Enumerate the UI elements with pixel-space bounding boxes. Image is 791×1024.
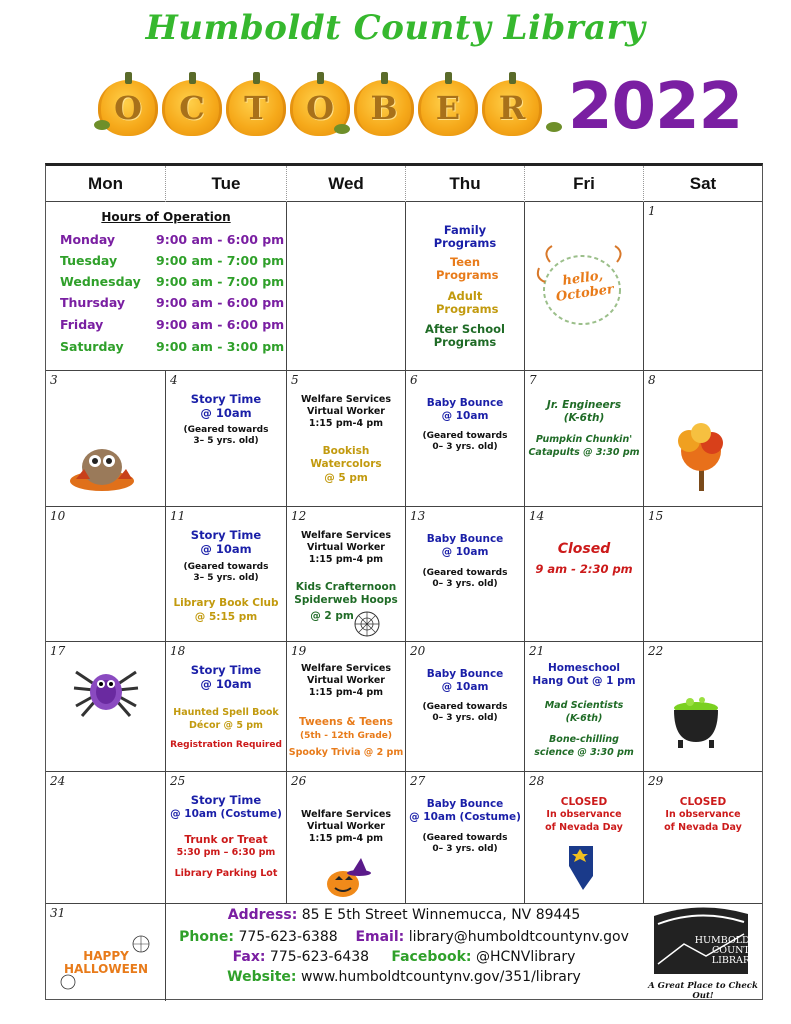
weekday-tue: Tue xyxy=(166,166,287,202)
hello-october-cell xyxy=(525,202,644,371)
hello-october-text: hello, October xyxy=(555,268,615,305)
trunk-or-treat: Trunk or Treat xyxy=(184,834,268,846)
hours-title: Hours of Operation xyxy=(101,210,231,224)
calendar-cell-oct-19 xyxy=(287,642,406,772)
age-range-note: 0– 3 yrs. old) xyxy=(432,844,498,854)
welfare-services-title: Welfare Services xyxy=(301,394,391,405)
nevada-day-observance: of Nevada Day xyxy=(664,822,742,833)
october-pumpkin-banner xyxy=(98,62,558,142)
jr-engineers-grades: (K-6th) xyxy=(563,412,605,424)
day-number: 26 xyxy=(291,774,307,788)
cauldron-icon xyxy=(644,642,762,772)
day-number: 13 xyxy=(410,509,426,523)
adult-programs-label: Adult Programs xyxy=(436,289,499,317)
age-range-note: (Geared towards xyxy=(422,431,508,441)
baby-bounce-title: Baby Bounce xyxy=(426,397,504,409)
logo-text: HUMBOLDT COUNTY LIBRARY xyxy=(694,935,756,966)
pumpkin-letter: T xyxy=(226,80,286,136)
day-number: 31 xyxy=(50,906,66,920)
bookish-watercolors-time: @ 5 pm xyxy=(324,472,368,484)
age-range-note: 0– 3 yrs. old) xyxy=(432,442,498,452)
calendar-cell-oct-31 xyxy=(46,904,166,1001)
calendar-cell-oct-3 xyxy=(46,371,166,507)
mad-scientists-grades: (K-6th) xyxy=(565,713,603,724)
age-range-note: 3– 5 yrs. old) xyxy=(193,573,259,583)
age-range-note: (Geared towards xyxy=(183,425,269,435)
day-number: 22 xyxy=(648,644,664,658)
weekday-header-row xyxy=(46,166,762,202)
welfare-services-subtitle: Virtual Worker xyxy=(307,821,385,832)
baby-bounce-title: Baby Bounce xyxy=(426,533,504,545)
kids-crafternoon: Kids Crafternoon xyxy=(295,581,397,593)
autumn-tree-icon xyxy=(644,371,762,507)
trunk-or-treat-time: 5:30 pm – 6:30 pm xyxy=(176,847,276,858)
jr-engineers-title: Jr. Engineers xyxy=(546,399,622,411)
website-line: Website: www.humboldtcountynv.gov/351/library xyxy=(227,969,581,985)
day-number: 4 xyxy=(170,373,178,387)
welfare-services-time: 1:15 pm-4 pm xyxy=(308,418,384,429)
welfare-services-title: Welfare Services xyxy=(301,809,391,820)
day-number: 8 xyxy=(648,373,656,387)
welfare-services-subtitle: Virtual Worker xyxy=(307,542,385,553)
welfare-services-time: 1:15 pm-4 pm xyxy=(308,554,384,565)
spider-icon xyxy=(46,642,166,772)
story-time-title: Story Time xyxy=(190,793,262,807)
calendar-cell-oct-18 xyxy=(166,642,287,772)
haunted-spell-book-time: Décor @ 5 pm xyxy=(189,720,263,731)
day-number: 27 xyxy=(410,774,426,788)
pumpkin-letter: E xyxy=(418,80,478,136)
baby-bounce-time: @ 10am xyxy=(441,546,489,558)
calendar-cell-oct-6 xyxy=(406,371,525,507)
age-range-note: 0– 3 yrs. old) xyxy=(432,713,498,723)
weekday-mon: Mon xyxy=(46,166,166,202)
homeschool-hangout-time: Hang Out @ 1 pm xyxy=(532,675,636,687)
after-school-programs-label: After School Programs xyxy=(425,322,505,350)
haunted-spell-book: Haunted Spell Book xyxy=(173,707,279,718)
pumpkin-letter: B xyxy=(354,80,414,136)
weekday-thu: Thu xyxy=(406,166,525,202)
bookish-watercolors: Bookish xyxy=(322,445,370,457)
age-range-note: (Geared towards xyxy=(422,702,508,712)
nevada-state-icon xyxy=(525,772,644,904)
baby-bounce-costume-time: @ 10am (Costume) xyxy=(409,811,521,823)
nevada-day-observance: In observance xyxy=(665,809,741,820)
calendar-cell-oct-15 xyxy=(644,507,762,642)
story-time-time: @ 10am xyxy=(200,542,252,556)
bookish-watercolors: Watercolors xyxy=(310,458,382,470)
mad-scientists: Mad Scientists xyxy=(544,700,624,711)
spiderweb-icon xyxy=(287,507,406,642)
age-range-note: 3– 5 yrs. old) xyxy=(193,436,259,446)
calendar-cell-oct-1 xyxy=(644,202,762,371)
logo-tagline: A Great Place to Check Out! xyxy=(648,981,758,1001)
day-number: 14 xyxy=(529,509,545,523)
calendar-cell-oct-27 xyxy=(406,772,525,904)
age-range-note: (Geared towards xyxy=(183,562,269,572)
facebook-link[interactable]: @HCNVlibrary xyxy=(475,949,576,965)
pumpkin-chunkin: Pumpkin Chunkin' xyxy=(535,434,633,445)
closed-label: CLOSED xyxy=(560,796,608,808)
calendar-cell-oct-21 xyxy=(525,642,644,772)
closed-label: Closed xyxy=(557,541,611,557)
library-book-club: Library Book Club xyxy=(173,597,279,609)
phone-email-line: Phone: 775-623-6388 Email: library@humboldtcountynv.gov xyxy=(179,929,629,945)
calendar-cell-oct-4 xyxy=(166,371,287,507)
calendar-cell-oct-12 xyxy=(287,507,406,642)
day-number: 24 xyxy=(50,774,66,788)
day-number: 17 xyxy=(50,644,66,658)
nevada-day-observance: In observance xyxy=(546,809,622,820)
baby-bounce-title: Baby Bounce xyxy=(426,668,504,680)
website-link[interactable]: www.humboldtcountynv.gov/351/library xyxy=(300,969,581,985)
calendar-cell-oct-25 xyxy=(166,772,287,904)
calendar-cell-oct-11 xyxy=(166,507,287,642)
story-time-title: Story Time xyxy=(190,663,262,677)
library-logo xyxy=(644,904,762,1001)
age-range-note: (Geared towards xyxy=(422,568,508,578)
calendar-cell-oct-13 xyxy=(406,507,525,642)
homeschool-hangout: Homeschool xyxy=(547,662,621,674)
closed-hours: 9 am - 2:30 pm xyxy=(535,562,633,576)
fax-facebook-line: Fax: 775-623-6438 Facebook: @HCNVlibrary xyxy=(232,949,576,965)
age-range-note: (Geared towards xyxy=(422,833,508,843)
day-number: 6 xyxy=(410,373,418,387)
year-label: 2022 xyxy=(568,70,743,144)
address-line: Address: 85 E 5th Street Winnemucca, NV 89445 xyxy=(227,907,581,923)
kids-crafternoon-time: @ 2 pm xyxy=(310,610,354,622)
footer-text-block xyxy=(165,904,643,999)
bone-chilling-science: Bone-chilling xyxy=(549,734,619,745)
weekday-sat: Sat xyxy=(689,174,717,193)
day-number: 7 xyxy=(529,373,537,387)
calendar-cell-oct-26 xyxy=(287,772,406,904)
welfare-services-subtitle: Virtual Worker xyxy=(307,406,385,417)
calendar-cell-oct-17 xyxy=(46,642,166,772)
pumpkin-letter: C xyxy=(162,80,222,136)
story-time-title: Story Time xyxy=(190,392,262,406)
teen-programs-label: Teen Programs xyxy=(436,255,499,283)
calendar-cell-oct-7 xyxy=(525,371,644,507)
library-title: Humboldt County Library xyxy=(145,8,646,48)
pumpkin-witch-hat-icon xyxy=(287,772,406,904)
kids-crafternoon: Spiderweb Hoops xyxy=(294,594,398,606)
pumpkin-chunkin-time: Catapults @ 3:30 pm xyxy=(528,447,640,458)
age-range-note: 0– 3 yrs. old) xyxy=(432,579,498,589)
october-calendar xyxy=(45,163,763,1000)
day-number: 28 xyxy=(529,774,545,788)
welfare-services-time: 1:15 pm-4 pm xyxy=(308,687,384,698)
email-link[interactable]: library@humboldtcountynv.gov xyxy=(408,929,629,945)
registration-required: Registration Required xyxy=(170,740,282,750)
welfare-services-title: Welfare Services xyxy=(301,530,391,541)
day-number: 29 xyxy=(648,774,664,788)
calendar-cell-oct-20 xyxy=(406,642,525,772)
tweens-teens: Tweens & Teens xyxy=(299,716,393,728)
family-programs-label: Family Programs xyxy=(433,223,497,251)
day-number: 5 xyxy=(291,373,299,387)
owl-leaves-icon xyxy=(46,371,166,507)
spooky-trivia: Spooky Trivia @ 2 pm xyxy=(288,747,404,758)
pumpkin-letter: O xyxy=(98,80,158,136)
calendar-cell-empty xyxy=(287,202,406,371)
day-number: 15 xyxy=(648,509,664,523)
tweens-teens-grades: (5th - 12th Grade) xyxy=(299,731,392,741)
library-book-club-time: @ 5:15 pm xyxy=(194,611,258,623)
pumpkin-letter: O xyxy=(290,80,350,136)
hours-of-operation-cell: Hours of Operation Monday 9:00 am - 6:00 pm Tuesday 9:00 am - 7:00 pm Wednesday 9:00 am - 7:00 pm Thursday 9:00 am - 6:00 pm Friday 9:00 am - 6:00 pm Saturday 9:00 am - 3:00 pm xyxy=(46,202,287,371)
calendar-cell-oct-29 xyxy=(644,772,762,904)
pumpkin-letter: R xyxy=(482,80,542,136)
day-number: 10 xyxy=(50,509,66,523)
welfare-services-subtitle: Virtual Worker xyxy=(307,675,385,686)
closed-label: CLOSED xyxy=(679,796,727,808)
nevada-day-observance: of Nevada Day xyxy=(545,822,623,833)
calendar-cell-oct-8 xyxy=(644,371,762,507)
day-number: 18 xyxy=(170,644,186,658)
library-parking-lot: Library Parking Lot xyxy=(174,868,278,879)
day-number: 25 xyxy=(170,774,186,788)
welfare-services-title: Welfare Services xyxy=(301,663,391,674)
weekday-wed: Wed xyxy=(287,166,406,202)
day-number: 1 xyxy=(648,204,656,218)
calendar-cell-oct-24 xyxy=(46,772,166,904)
story-time-time: @ 10am xyxy=(200,406,252,420)
day-number: 12 xyxy=(291,509,307,523)
bone-chilling-science-time: science @ 3:30 pm xyxy=(534,747,634,758)
day-number: 3 xyxy=(50,373,58,387)
calendar-cell-oct-10 xyxy=(46,507,166,642)
programs-legend-cell xyxy=(406,202,525,371)
happy-halloween-text: HAPPY HALLOWEEN xyxy=(63,949,149,977)
story-time-time: @ 10am xyxy=(200,677,252,691)
welfare-services-time: 1:15 pm-4 pm xyxy=(308,833,384,844)
calendar-cell-oct-14 xyxy=(525,507,644,642)
day-number: 19 xyxy=(291,644,307,658)
day-number: 20 xyxy=(410,644,426,658)
story-time-title: Story Time xyxy=(190,528,262,542)
story-time-costume-time: @ 10am (Costume) xyxy=(170,808,282,820)
calendar-cell-oct-22 xyxy=(644,642,762,772)
calendar-cell-oct-28 xyxy=(525,772,644,904)
day-number: 21 xyxy=(529,644,545,658)
day-number: 11 xyxy=(170,509,186,523)
baby-bounce-title: Baby Bounce xyxy=(426,798,504,810)
baby-bounce-time: @ 10am xyxy=(441,410,489,422)
calendar-cell-oct-5 xyxy=(287,371,406,507)
weekday-fri: Fri xyxy=(525,166,644,202)
baby-bounce-time: @ 10am xyxy=(441,681,489,693)
